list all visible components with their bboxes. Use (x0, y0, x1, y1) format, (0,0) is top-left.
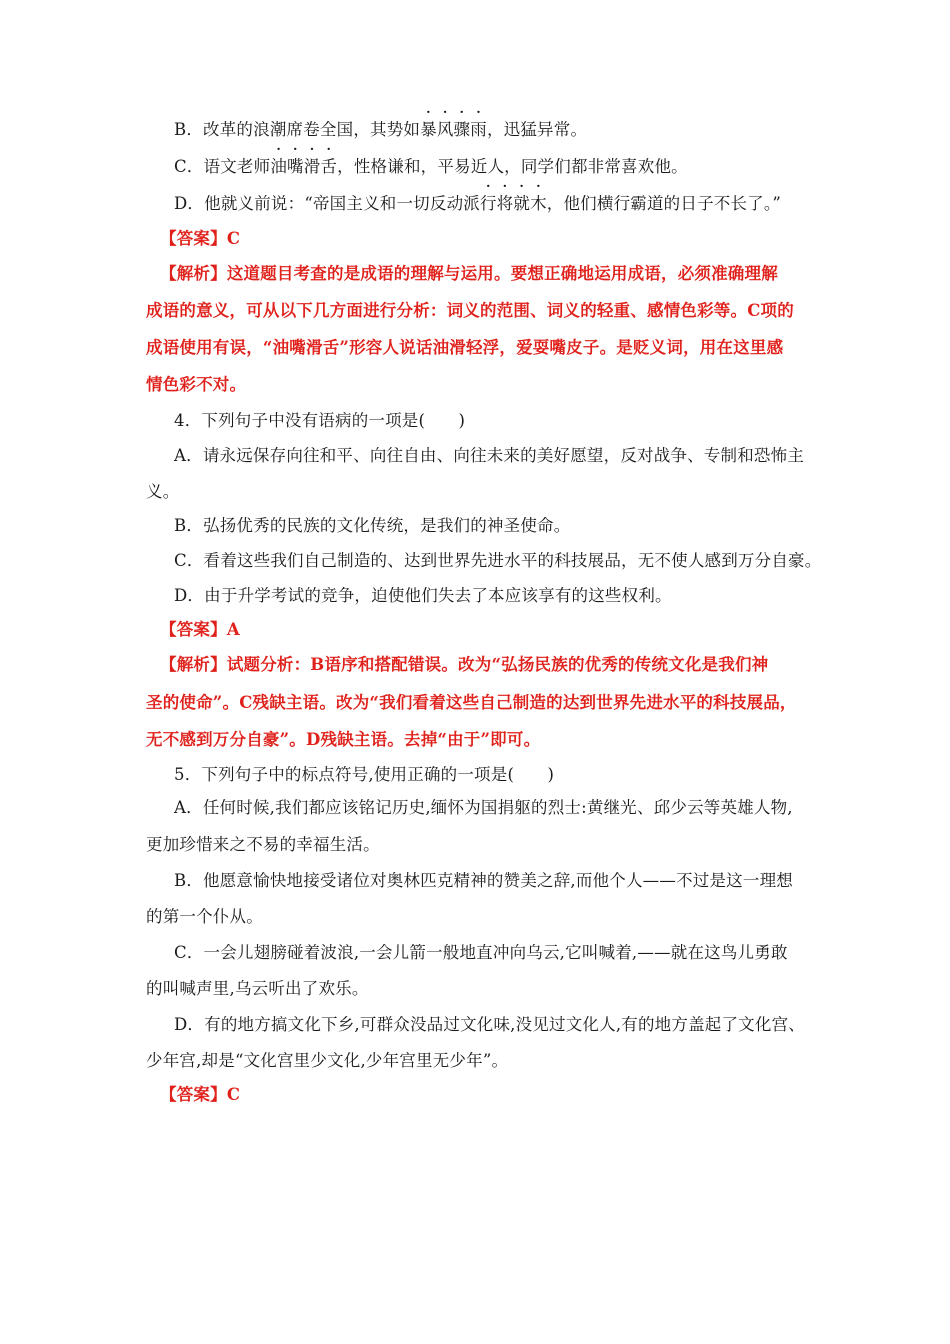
answer-tag: 【答案】 (160, 620, 227, 639)
emphasis-char: 木 (530, 194, 547, 213)
q3-answer (160, 228, 240, 250)
q3-analysis-line-4: 情色彩不对。 (146, 375, 247, 394)
q3-option-d-pre: D．他就义前说：“帝国主义和一切反动派 (174, 194, 480, 213)
answer-value: C (226, 1085, 241, 1104)
q5-option-c-line-2: 的叫喊声里,乌云听出了欢乐。 (146, 979, 369, 998)
q3-option-b (174, 119, 587, 141)
q4-option-c: C．看着这些我们自己制造的、达到世界先进水平的科技展品，无不使人感到万分自豪。 (174, 551, 822, 570)
emphasis-char: 油 (270, 157, 288, 176)
q5-option-a-line-1: A．任何时候,我们都应该铭记历史,缅怀为国捐躯的烈士:黄继光、邱少云等英雄人物, (174, 798, 793, 817)
q4-option-d: D．由于升学考试的竞争，迫使他们失去了本应该享有的这些权利。 (174, 586, 672, 605)
q4-analysis-line-2: 圣的使命”。C残缺主语。改为“我们看着这些自己制造的达到世界先进水平的科技展品， (146, 693, 797, 712)
q4-answer (160, 619, 240, 641)
q4-stem: 4．下列句子中没有语病的一项是( ) (174, 411, 466, 430)
q5-option-b-line-1: B．他愿意愉快地接受诸位对奥林匹克精神的赞美之辞,而他个人——不过是这一理想 (174, 871, 793, 890)
q3-option-d (174, 193, 781, 215)
emphasis-char: 风 (436, 120, 454, 139)
emphasis-char: 行 (479, 194, 497, 213)
q4-analysis-line-1 (160, 654, 768, 676)
q3-option-c (174, 156, 688, 178)
q5-stem: 5．下列句子中的标点符号,使用正确的一项是( ) (174, 765, 555, 784)
q5-option-c-line-1: C．一会儿翅膀碰着波浪,一会儿箭一般地直冲向乌云,它叫喊着,——就在这鸟儿勇敢 (174, 943, 788, 962)
emphasis-char: 舌 (320, 157, 338, 176)
emphasis-char: 就 (513, 194, 531, 213)
q3-option-b-post: ，迅猛异常。 (486, 120, 588, 139)
emphasis-char: 嘴 (287, 157, 304, 176)
answer-tag: 【答案】 (160, 1085, 227, 1104)
emphasis-char: 滑 (303, 157, 321, 176)
analysis-text: 试题分析：B语序和搭配错误。改为“弘扬民族的优秀的传统文化是我们神 (226, 655, 769, 674)
emphasis-char: 将 (496, 194, 514, 213)
answer-value: C (226, 229, 241, 248)
q3-option-c-post: ，性格谦和，平易近人，同学们都非常喜欢他。 (337, 157, 688, 176)
q4-option-b: B．弘扬优秀的民族的文化传统，是我们的神圣使命。 (174, 516, 571, 535)
q3-option-b-pre: B．改革的浪潮席卷全国，其势如 (174, 120, 421, 139)
analysis-text: 这道题目考查的是成语的理解与运用。要想正确地运用成语，必须准确理解 (226, 264, 778, 283)
q3-analysis-line-2: 成语的意义，可从以下几方面进行分析：词义的范围、词义的轻重、感情色彩等。C项的 (146, 301, 794, 320)
q5-option-a-line-2: 更加珍惜来之不易的幸福生活。 (146, 835, 380, 854)
q3-analysis-line-1 (160, 263, 778, 285)
q5-answer (160, 1084, 240, 1106)
q5-option-b-line-2: 的第一个仆从。 (146, 907, 263, 926)
analysis-tag: 【解析】 (160, 264, 227, 283)
q4-option-a-line-2: 义。 (146, 482, 180, 501)
q5-option-d-line-1: D．有的地方搞文化下乡,可群众没品过文化味,没见过文化人,有的地方盖起了文化宫、 (174, 1015, 805, 1034)
analysis-tag: 【解析】 (160, 655, 227, 674)
emphasis-char: 暴 (420, 120, 437, 139)
answer-tag: 【答案】 (160, 229, 227, 248)
q3-analysis-line-3: 成语使用有误，“油嘴滑舌”形容人说话油滑轻浮，爱耍嘴皮子。是贬义词，用在这里感 (146, 338, 784, 357)
emphasis-char: 雨 (470, 120, 487, 139)
answer-value: A (226, 620, 240, 639)
q4-analysis-line-3: 无不感到万分自豪”。D残缺主语。去掉“由于”即可。 (146, 730, 541, 749)
emphasis-char: 骤 (453, 120, 471, 139)
q4-option-a-line-1: A．请永远保存向往和平、向往自由、向往未来的美好愿望，反对战争、专制和恐怖主 (174, 446, 805, 465)
q5-option-d-line-2: 少年宫,却是“文化宫里少文化,少年宫里无少年”。 (146, 1051, 509, 1070)
q3-option-d-post: ，他们横行霸道的日子不长了。” (546, 194, 781, 213)
q3-option-c-pre: C．语文老师 (174, 157, 271, 176)
